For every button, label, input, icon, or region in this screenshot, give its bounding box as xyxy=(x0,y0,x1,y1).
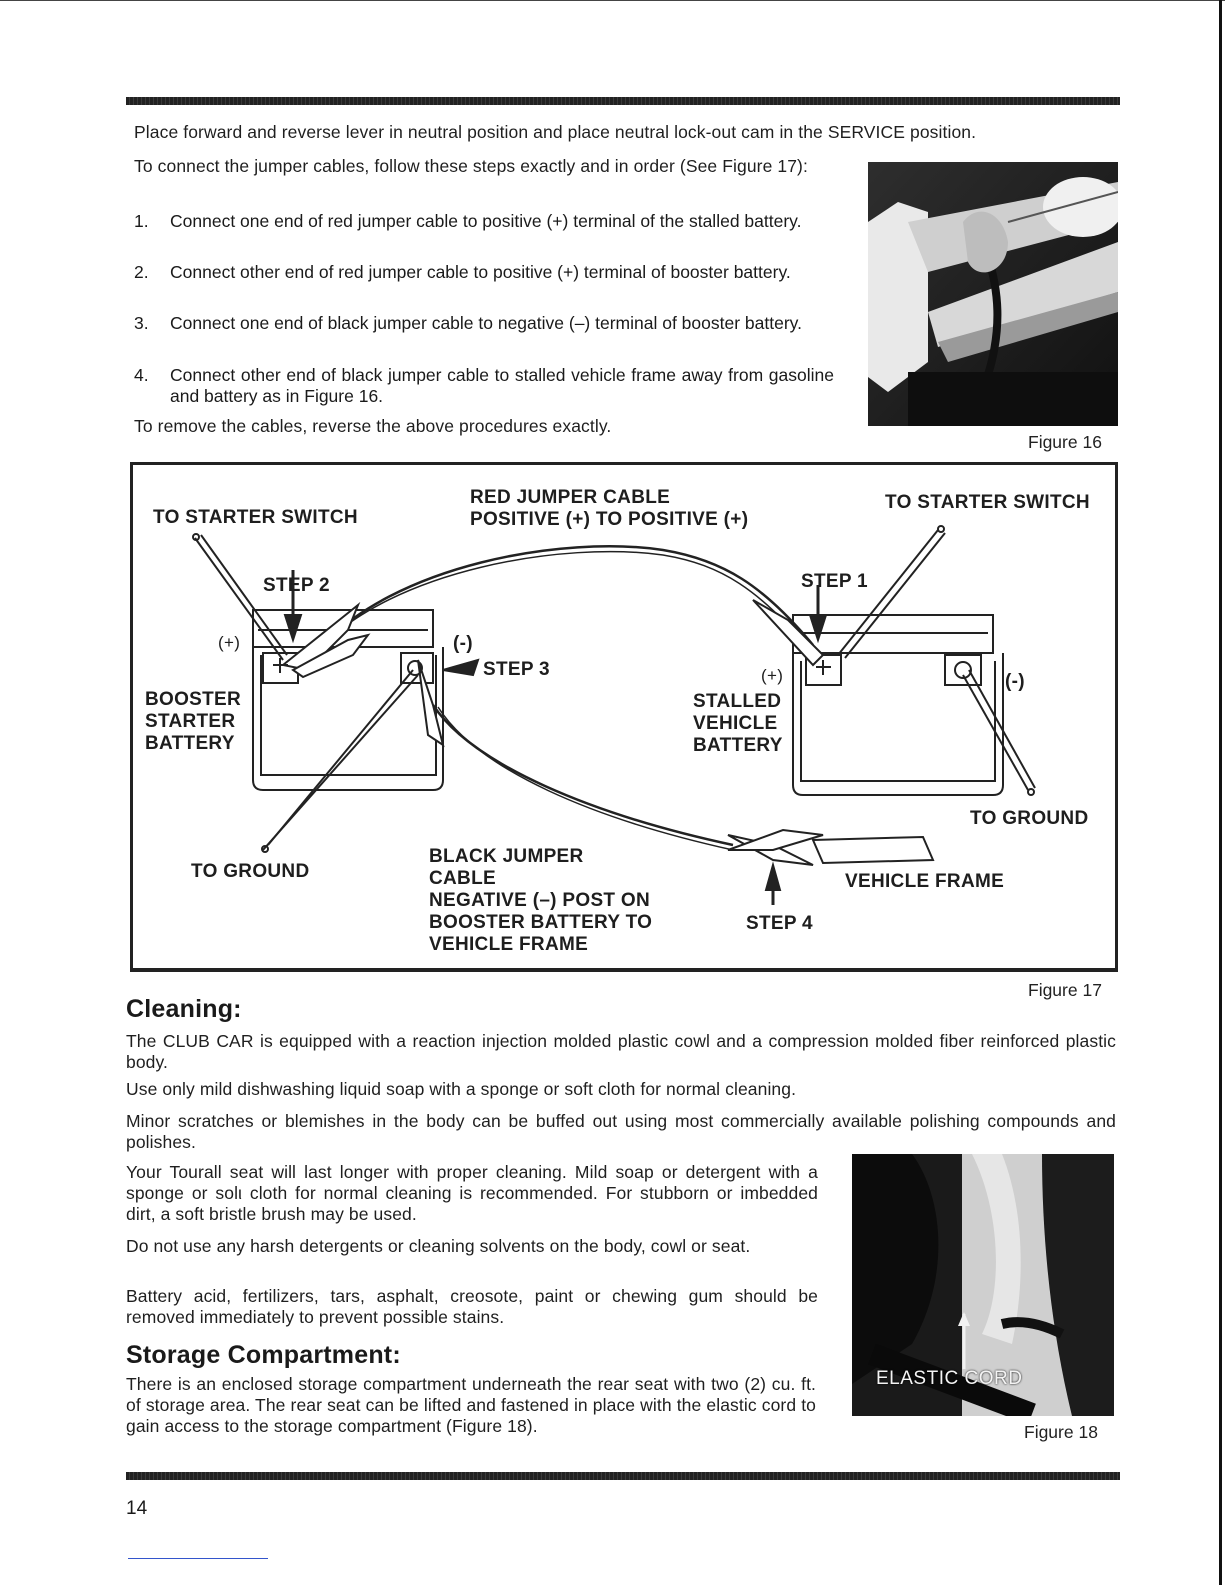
booster-minus-label: (-) xyxy=(453,633,473,654)
stalled-label-2: VEHICLE xyxy=(693,713,778,734)
remove-instruction: To remove the cables, reverse the above procedures exactly. xyxy=(134,416,612,436)
stalled-label-3: BATTERY xyxy=(693,735,783,756)
to-ground-left: TO GROUND xyxy=(191,861,310,882)
black-cable-path xyxy=(433,705,733,845)
step-item-2 xyxy=(134,262,834,283)
red-cable-label: RED JUMPER CABLE xyxy=(470,487,671,508)
booster-label-3: BATTERY xyxy=(145,733,235,754)
to-starter-switch-left: TO STARTER SWITCH xyxy=(153,507,358,528)
figure-16-photo xyxy=(868,162,1118,426)
step-number: 2. xyxy=(134,262,149,282)
step-item-4 xyxy=(134,365,834,407)
step-text: Connect one end of black jumper cable to negative (–) terminal of booster battery. xyxy=(170,313,802,333)
page-top-edge xyxy=(0,0,1225,1)
step-text: Connect one end of red jumper cable to positive (+) terminal of the stalled battery. xyxy=(170,211,802,231)
booster-battery-shape xyxy=(253,610,443,790)
step-number: 1. xyxy=(134,211,149,231)
stalled-plus-label: (+) xyxy=(761,666,784,685)
figure-18-caption: Figure 18 xyxy=(1024,1422,1098,1442)
red-cable-sublabel: POSITIVE (+) TO POSITIVE (+) xyxy=(470,509,749,530)
cleaning-paragraph-5: Do not use any harsh detergents or cleaning solvents on the body, cowl or seat. xyxy=(126,1236,751,1256)
figure-16-caption: Figure 16 xyxy=(1028,432,1102,452)
step-number: 4. xyxy=(134,365,149,385)
storage-heading: Storage Compartment: xyxy=(126,1341,401,1369)
to-ground-right: TO GROUND xyxy=(970,808,1089,829)
step-2-label: STEP 2 xyxy=(263,575,330,596)
step-item-3 xyxy=(134,313,834,334)
booster-plus-label: (+) xyxy=(218,633,241,652)
elastic-cord-photo-label: ELASTIC CORD xyxy=(876,1368,1023,1389)
step-text: Connect other end of red jumper cable to positive (+) terminal of booster battery. xyxy=(170,262,791,282)
cleaning-paragraph-2: Use only mild dishwashing liquid soap with a sponge or soft cloth for normal cleaning. xyxy=(126,1079,797,1099)
stalled-label-1: STALLED xyxy=(693,691,782,712)
cleaning-paragraph-6: Battery acid, fertilizers, tars, asphalt, creosote, paint or chewing gum should be removed immediately to prevent possible stains. xyxy=(126,1286,818,1327)
figure-17-diagram xyxy=(130,462,1118,972)
stalled-battery-shape xyxy=(793,615,1003,795)
booster-label-1: BOOSTER xyxy=(145,689,242,710)
cleaning-heading: Cleaning: xyxy=(126,995,242,1023)
bottom-rule xyxy=(126,1472,1120,1480)
step-1-label: STEP 1 xyxy=(801,571,868,592)
black-cable-label-2: CABLE xyxy=(429,868,496,889)
connect-intro: To connect the jumper cables, follow these steps exactly and in order (See Figure 17): xyxy=(134,156,808,176)
page-number: 14 xyxy=(126,1498,148,1519)
black-cable-label-4: BOOSTER BATTERY TO xyxy=(429,912,653,933)
cleaning-paragraph-4: Your Tourall seat will last longer with proper cleaning. Mild soap or detergent with a sponge or sοlι cloth for normal cleaning is recommended. For stubborn or imbedded dirt, a soft bristle brush may be used. xyxy=(126,1162,818,1224)
vehicle-frame-label: VEHICLE FRAME xyxy=(845,871,1005,892)
stalled-minus-label: (-) xyxy=(1005,671,1025,692)
footer-underline xyxy=(128,1558,268,1559)
black-cable-label-1: BLACK JUMPER xyxy=(429,846,584,867)
to-starter-switch-right: TO STARTER SWITCH xyxy=(885,492,1090,513)
black-cable-label-3: NEGATIVE (–) POST ON xyxy=(429,890,651,911)
step-4-label: STEP 4 xyxy=(746,913,813,934)
figure-18-photo xyxy=(852,1154,1114,1416)
figure-16-image xyxy=(868,162,1118,426)
step-3-label: STEP 3 xyxy=(483,659,550,680)
step-number: 3. xyxy=(134,313,149,333)
page-right-edge xyxy=(1219,0,1222,1585)
cleaning-paragraph-1: The CLUB CAR is equipped with a reaction injection molded plastic cowl and a compression molded fiber reinforced plastic body. xyxy=(126,1031,1116,1072)
storage-paragraph: There is an enclosed storage compartment underneath the rear seat with two (2) cu. ft. of storage area. The rear seat can be lifted and fastened in place with the elastic cord to gain access to the storage compartment (Figure 18). xyxy=(126,1374,816,1436)
booster-label-2: STARTER xyxy=(145,711,236,732)
step-item-1 xyxy=(134,211,834,232)
cleaning-paragraph-3: Minor scratches or blemishes in the body can be buffed out using most commercially available polishing compounds and polishes. xyxy=(126,1111,1116,1152)
lever-instruction: Place forward and reverse lever in neutral position and place neutral lock-out cam in the SERVICE position. xyxy=(134,122,977,142)
black-cable-label-5: VEHICLE FRAME xyxy=(429,934,589,955)
figure-17-caption: Figure 17 xyxy=(1028,980,1102,1000)
step-text: Connect other end of black jumper cable to stalled vehicle frame away from gasoline and battery as in Figure 16. xyxy=(170,365,834,406)
top-rule xyxy=(126,97,1120,105)
